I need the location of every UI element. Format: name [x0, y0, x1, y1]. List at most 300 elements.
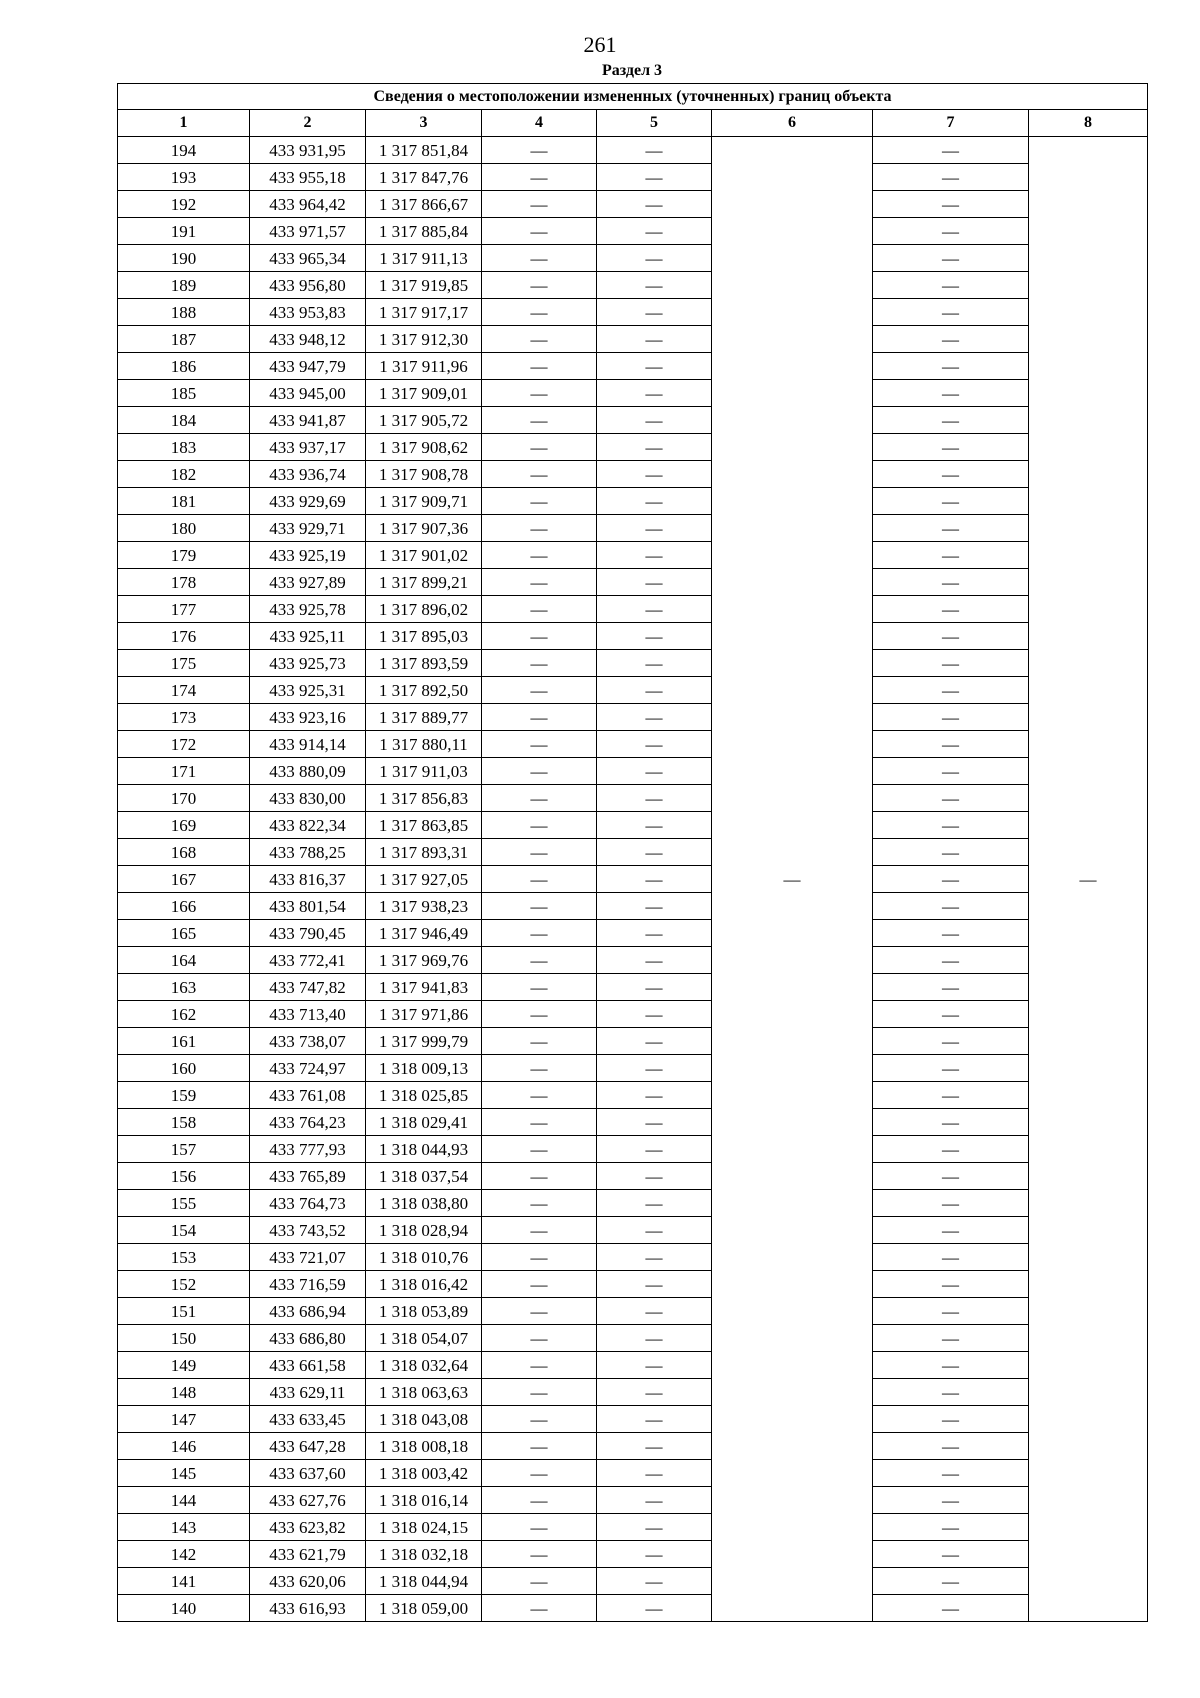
column-5-cell: — [597, 353, 712, 380]
table-row [118, 920, 1148, 947]
x-coordinate-cell: 433 945,00 [250, 380, 366, 407]
section-title: Раздел 3 [601, 62, 663, 79]
column-5-cell: — [597, 1325, 712, 1352]
point-number-cell: 148 [118, 1379, 250, 1406]
column-7-cell: — [873, 1136, 1029, 1163]
table-caption: Сведения о местоположении измененных (уточненных) границ объекта [118, 84, 1148, 110]
column-4-cell: — [482, 1055, 597, 1082]
column-5-cell: — [597, 1352, 712, 1379]
page-number: 261 [583, 32, 617, 57]
x-coordinate-cell: 433 788,25 [250, 839, 366, 866]
point-number-cell: 168 [118, 839, 250, 866]
y-coordinate-cell: 1 318 008,18 [366, 1433, 482, 1460]
y-coordinate-cell: 1 317 941,83 [366, 974, 482, 1001]
column-7-cell: — [873, 218, 1029, 245]
point-number-cell: 159 [118, 1082, 250, 1109]
column-7-cell: — [873, 380, 1029, 407]
column-7-cell: — [873, 299, 1029, 326]
table-row [118, 434, 1148, 461]
x-coordinate-cell: 433 790,45 [250, 920, 366, 947]
column-7-cell: — [873, 1352, 1029, 1379]
column-4-cell: — [482, 569, 597, 596]
column-4-cell: — [482, 1379, 597, 1406]
x-coordinate-cell: 433 965,34 [250, 245, 366, 272]
column-7-cell: — [873, 137, 1029, 164]
column-4-cell: — [482, 434, 597, 461]
table-row [118, 974, 1148, 1001]
table-row [118, 758, 1148, 785]
table-row [118, 1406, 1148, 1433]
x-coordinate-cell: 433 941,87 [250, 407, 366, 434]
y-coordinate-cell: 1 317 938,23 [366, 893, 482, 920]
point-number-cell: 190 [118, 245, 250, 272]
column-4-cell: — [482, 353, 597, 380]
x-coordinate-cell: 433 686,94 [250, 1298, 366, 1325]
column-header: 5 [597, 110, 712, 137]
column-7-cell: — [873, 1595, 1029, 1622]
y-coordinate-cell: 1 318 032,18 [366, 1541, 482, 1568]
column-7-cell: — [873, 1379, 1029, 1406]
table-row [118, 461, 1148, 488]
x-coordinate-cell: 433 964,42 [250, 191, 366, 218]
x-coordinate-cell: 433 816,37 [250, 866, 366, 893]
column-5-cell: — [597, 947, 712, 974]
table-row [118, 1541, 1148, 1568]
x-coordinate-cell: 433 925,73 [250, 650, 366, 677]
column-4-cell: — [482, 542, 597, 569]
table-row [118, 1217, 1148, 1244]
x-coordinate-cell: 433 929,69 [250, 488, 366, 515]
table-row [118, 1082, 1148, 1109]
y-coordinate-cell: 1 318 010,76 [366, 1244, 482, 1271]
y-coordinate-cell: 1 317 889,77 [366, 704, 482, 731]
y-coordinate-cell: 1 318 028,94 [366, 1217, 482, 1244]
table-row [118, 1271, 1148, 1298]
point-number-cell: 141 [118, 1568, 250, 1595]
y-coordinate-cell: 1 317 856,83 [366, 785, 482, 812]
column-7-cell: — [873, 1568, 1029, 1595]
column-5-cell: — [597, 1028, 712, 1055]
y-coordinate-cell: 1 318 003,42 [366, 1460, 482, 1487]
column-5-cell: — [597, 542, 712, 569]
column-4-cell: — [482, 1514, 597, 1541]
column-5-cell: — [597, 1109, 712, 1136]
x-coordinate-cell: 433 627,76 [250, 1487, 366, 1514]
column-6-merged-cell: — [712, 137, 873, 1622]
y-coordinate-cell: 1 317 911,03 [366, 758, 482, 785]
column-header: 4 [482, 110, 597, 137]
column-7-cell: — [873, 542, 1029, 569]
x-coordinate-cell: 433 765,89 [250, 1163, 366, 1190]
table-row [118, 218, 1148, 245]
x-coordinate-cell: 433 743,52 [250, 1217, 366, 1244]
table-row [118, 515, 1148, 542]
column-7-cell: — [873, 1082, 1029, 1109]
column-7-cell: — [873, 974, 1029, 1001]
point-number-cell: 154 [118, 1217, 250, 1244]
x-coordinate-cell: 433 925,11 [250, 623, 366, 650]
column-4-cell: — [482, 1433, 597, 1460]
column-header: 3 [366, 110, 482, 137]
table-row [118, 1568, 1148, 1595]
column-5-cell: — [597, 974, 712, 1001]
column-7-cell: — [873, 1190, 1029, 1217]
column-4-cell: — [482, 893, 597, 920]
y-coordinate-cell: 1 318 037,54 [366, 1163, 482, 1190]
column-7-cell: — [873, 1163, 1029, 1190]
column-5-cell: — [597, 731, 712, 758]
column-5-cell: — [597, 1514, 712, 1541]
x-coordinate-cell: 433 936,74 [250, 461, 366, 488]
column-4-cell: — [482, 947, 597, 974]
x-coordinate-cell: 433 956,80 [250, 272, 366, 299]
x-coordinate-cell: 433 937,17 [250, 434, 366, 461]
y-coordinate-cell: 1 317 969,76 [366, 947, 482, 974]
column-5-cell: — [597, 1541, 712, 1568]
table-row [118, 380, 1148, 407]
column-5-cell: — [597, 812, 712, 839]
column-5-cell: — [597, 272, 712, 299]
table-row [118, 407, 1148, 434]
column-5-cell: — [597, 623, 712, 650]
boundary-coordinates-table [117, 83, 1148, 1622]
x-coordinate-cell: 433 629,11 [250, 1379, 366, 1406]
table-row [118, 785, 1148, 812]
point-number-cell: 191 [118, 218, 250, 245]
table-row [118, 542, 1148, 569]
column-4-cell: — [482, 1271, 597, 1298]
x-coordinate-cell: 433 914,14 [250, 731, 366, 758]
point-number-cell: 170 [118, 785, 250, 812]
table-row [118, 569, 1148, 596]
table-row [118, 1433, 1148, 1460]
column-7-cell: — [873, 812, 1029, 839]
y-coordinate-cell: 1 317 893,59 [366, 650, 482, 677]
x-coordinate-cell: 433 747,82 [250, 974, 366, 1001]
x-coordinate-cell: 433 620,06 [250, 1568, 366, 1595]
table-row [118, 164, 1148, 191]
column-7-cell: — [873, 596, 1029, 623]
column-5-cell: — [597, 596, 712, 623]
point-number-cell: 178 [118, 569, 250, 596]
x-coordinate-cell: 433 661,58 [250, 1352, 366, 1379]
column-5-cell: — [597, 164, 712, 191]
column-5-cell: — [597, 1244, 712, 1271]
column-5-cell: — [597, 488, 712, 515]
column-5-cell: — [597, 866, 712, 893]
column-7-cell: — [873, 1001, 1029, 1028]
column-7-cell: — [873, 839, 1029, 866]
table-row [118, 1460, 1148, 1487]
table-row [118, 1379, 1148, 1406]
point-number-cell: 152 [118, 1271, 250, 1298]
column-5-cell: — [597, 137, 712, 164]
column-5-cell: — [597, 515, 712, 542]
x-coordinate-cell: 433 721,07 [250, 1244, 366, 1271]
column-7-cell: — [873, 650, 1029, 677]
table-row [118, 866, 1148, 893]
column-4-cell: — [482, 1001, 597, 1028]
column-header: 8 [1029, 110, 1148, 137]
column-7-cell: — [873, 1460, 1029, 1487]
column-4-cell: — [482, 1460, 597, 1487]
y-coordinate-cell: 1 317 892,50 [366, 677, 482, 704]
column-7-cell: — [873, 623, 1029, 650]
column-7-cell: — [873, 758, 1029, 785]
point-number-cell: 192 [118, 191, 250, 218]
y-coordinate-cell: 1 317 893,31 [366, 839, 482, 866]
column-7-cell: — [873, 164, 1029, 191]
y-coordinate-cell: 1 318 054,07 [366, 1325, 482, 1352]
column-7-cell: — [873, 461, 1029, 488]
column-5-cell: — [597, 785, 712, 812]
point-number-cell: 189 [118, 272, 250, 299]
table-row [118, 326, 1148, 353]
column-5-cell: — [597, 434, 712, 461]
y-coordinate-cell: 1 317 911,13 [366, 245, 482, 272]
table-row [118, 947, 1148, 974]
point-number-cell: 186 [118, 353, 250, 380]
point-number-cell: 162 [118, 1001, 250, 1028]
column-5-cell: — [597, 893, 712, 920]
y-coordinate-cell: 1 317 907,36 [366, 515, 482, 542]
column-4-cell: — [482, 920, 597, 947]
point-number-cell: 182 [118, 461, 250, 488]
table-row [118, 137, 1148, 164]
column-5-cell: — [597, 650, 712, 677]
point-number-cell: 172 [118, 731, 250, 758]
y-coordinate-cell: 1 318 059,00 [366, 1595, 482, 1622]
x-coordinate-cell: 433 647,28 [250, 1433, 366, 1460]
y-coordinate-cell: 1 317 895,03 [366, 623, 482, 650]
point-number-cell: 167 [118, 866, 250, 893]
column-4-cell: — [482, 1595, 597, 1622]
x-coordinate-cell: 433 925,19 [250, 542, 366, 569]
y-coordinate-cell: 1 317 908,62 [366, 434, 482, 461]
column-5-cell: — [597, 704, 712, 731]
table-header-row [118, 110, 1148, 137]
column-4-cell: — [482, 272, 597, 299]
column-4-cell: — [482, 164, 597, 191]
column-7-cell: — [873, 731, 1029, 758]
x-coordinate-cell: 433 716,59 [250, 1271, 366, 1298]
point-number-cell: 142 [118, 1541, 250, 1568]
y-coordinate-cell: 1 318 053,89 [366, 1298, 482, 1325]
point-number-cell: 169 [118, 812, 250, 839]
y-coordinate-cell: 1 317 901,02 [366, 542, 482, 569]
column-7-cell: — [873, 434, 1029, 461]
point-number-cell: 150 [118, 1325, 250, 1352]
x-coordinate-cell: 433 764,73 [250, 1190, 366, 1217]
table-row [118, 1163, 1148, 1190]
column-7-cell: — [873, 272, 1029, 299]
column-4-cell: — [482, 299, 597, 326]
column-5-cell: — [597, 461, 712, 488]
y-coordinate-cell: 1 318 063,63 [366, 1379, 482, 1406]
column-4-cell: — [482, 704, 597, 731]
y-coordinate-cell: 1 318 025,85 [366, 1082, 482, 1109]
column-4-cell: — [482, 1190, 597, 1217]
point-number-cell: 144 [118, 1487, 250, 1514]
x-coordinate-cell: 433 953,83 [250, 299, 366, 326]
column-4-cell: — [482, 1487, 597, 1514]
y-coordinate-cell: 1 317 909,71 [366, 488, 482, 515]
x-coordinate-cell: 433 637,60 [250, 1460, 366, 1487]
y-coordinate-cell: 1 317 880,11 [366, 731, 482, 758]
y-coordinate-cell: 1 317 912,30 [366, 326, 482, 353]
table-row [118, 1136, 1148, 1163]
column-5-cell: — [597, 1217, 712, 1244]
column-4-cell: — [482, 488, 597, 515]
point-number-cell: 166 [118, 893, 250, 920]
point-number-cell: 145 [118, 1460, 250, 1487]
x-coordinate-cell: 433 880,09 [250, 758, 366, 785]
x-coordinate-cell: 433 931,95 [250, 137, 366, 164]
column-4-cell: — [482, 191, 597, 218]
column-4-cell: — [482, 1325, 597, 1352]
x-coordinate-cell: 433 724,97 [250, 1055, 366, 1082]
column-7-cell: — [873, 704, 1029, 731]
column-4-cell: — [482, 1541, 597, 1568]
table-row [118, 650, 1148, 677]
column-4-cell: — [482, 245, 597, 272]
point-number-cell: 185 [118, 380, 250, 407]
column-4-cell: — [482, 812, 597, 839]
y-coordinate-cell: 1 318 032,64 [366, 1352, 482, 1379]
point-number-cell: 149 [118, 1352, 250, 1379]
table-row [118, 677, 1148, 704]
column-5-cell: — [597, 1460, 712, 1487]
y-coordinate-cell: 1 317 905,72 [366, 407, 482, 434]
point-number-cell: 183 [118, 434, 250, 461]
column-7-cell: — [873, 245, 1029, 272]
column-7-cell: — [873, 785, 1029, 812]
column-5-cell: — [597, 1163, 712, 1190]
table-row [118, 623, 1148, 650]
column-5-cell: — [597, 1190, 712, 1217]
point-number-cell: 193 [118, 164, 250, 191]
column-7-cell: — [873, 1514, 1029, 1541]
column-5-cell: — [597, 1568, 712, 1595]
y-coordinate-cell: 1 318 038,80 [366, 1190, 482, 1217]
y-coordinate-cell: 1 318 016,14 [366, 1487, 482, 1514]
column-4-cell: — [482, 1082, 597, 1109]
y-coordinate-cell: 1 317 885,84 [366, 218, 482, 245]
x-coordinate-cell: 433 925,31 [250, 677, 366, 704]
column-5-cell: — [597, 1055, 712, 1082]
x-coordinate-cell: 433 971,57 [250, 218, 366, 245]
point-number-cell: 147 [118, 1406, 250, 1433]
point-number-cell: 146 [118, 1433, 250, 1460]
column-4-cell: — [482, 1352, 597, 1379]
x-coordinate-cell: 433 738,07 [250, 1028, 366, 1055]
table-row [118, 1244, 1148, 1271]
column-4-cell: — [482, 326, 597, 353]
y-coordinate-cell: 1 317 927,05 [366, 866, 482, 893]
column-7-cell: — [873, 1028, 1029, 1055]
point-number-cell: 171 [118, 758, 250, 785]
point-number-cell: 180 [118, 515, 250, 542]
column-7-cell: — [873, 1433, 1029, 1460]
point-number-cell: 176 [118, 623, 250, 650]
column-header: 1 [118, 110, 250, 137]
column-4-cell: — [482, 515, 597, 542]
column-7-cell: — [873, 1487, 1029, 1514]
column-5-cell: — [597, 1271, 712, 1298]
table-row [118, 893, 1148, 920]
column-4-cell: — [482, 1217, 597, 1244]
column-4-cell: — [482, 1028, 597, 1055]
column-7-cell: — [873, 569, 1029, 596]
x-coordinate-cell: 433 772,41 [250, 947, 366, 974]
column-4-cell: — [482, 1244, 597, 1271]
column-4-cell: — [482, 839, 597, 866]
x-coordinate-cell: 433 830,00 [250, 785, 366, 812]
x-coordinate-cell: 433 947,79 [250, 353, 366, 380]
point-number-cell: 181 [118, 488, 250, 515]
x-coordinate-cell: 433 777,93 [250, 1136, 366, 1163]
column-4-cell: — [482, 1406, 597, 1433]
column-7-cell: — [873, 1325, 1029, 1352]
x-coordinate-cell: 433 929,71 [250, 515, 366, 542]
table-row [118, 1325, 1148, 1352]
point-number-cell: 158 [118, 1109, 250, 1136]
column-5-cell: — [597, 758, 712, 785]
y-coordinate-cell: 1 317 866,67 [366, 191, 482, 218]
column-7-cell: — [873, 893, 1029, 920]
column-4-cell: — [482, 461, 597, 488]
table-row [118, 1190, 1148, 1217]
point-number-cell: 156 [118, 1163, 250, 1190]
column-5-cell: — [597, 326, 712, 353]
point-number-cell: 160 [118, 1055, 250, 1082]
column-4-cell: — [482, 623, 597, 650]
column-4-cell: — [482, 407, 597, 434]
y-coordinate-cell: 1 317 971,86 [366, 1001, 482, 1028]
table-row [118, 839, 1148, 866]
column-7-cell: — [873, 866, 1029, 893]
y-coordinate-cell: 1 317 911,96 [366, 353, 482, 380]
column-4-cell: — [482, 1163, 597, 1190]
column-7-cell: — [873, 515, 1029, 542]
y-coordinate-cell: 1 318 029,41 [366, 1109, 482, 1136]
table-row [118, 812, 1148, 839]
table-row [118, 299, 1148, 326]
column-7-cell: — [873, 920, 1029, 947]
table-row [118, 1028, 1148, 1055]
table-row [118, 1298, 1148, 1325]
column-5-cell: — [597, 1082, 712, 1109]
y-coordinate-cell: 1 317 863,85 [366, 812, 482, 839]
point-number-cell: 155 [118, 1190, 250, 1217]
y-coordinate-cell: 1 317 847,76 [366, 164, 482, 191]
column-5-cell: — [597, 1433, 712, 1460]
y-coordinate-cell: 1 317 946,49 [366, 920, 482, 947]
x-coordinate-cell: 433 621,79 [250, 1541, 366, 1568]
y-coordinate-cell: 1 317 899,21 [366, 569, 482, 596]
y-coordinate-cell: 1 318 016,42 [366, 1271, 482, 1298]
column-5-cell: — [597, 1001, 712, 1028]
point-number-cell: 173 [118, 704, 250, 731]
column-5-cell: — [597, 920, 712, 947]
point-number-cell: 161 [118, 1028, 250, 1055]
point-number-cell: 151 [118, 1298, 250, 1325]
column-7-cell: — [873, 1271, 1029, 1298]
column-4-cell: — [482, 1568, 597, 1595]
table-row [118, 1595, 1148, 1622]
column-4-cell: — [482, 677, 597, 704]
table-row [118, 1001, 1148, 1028]
